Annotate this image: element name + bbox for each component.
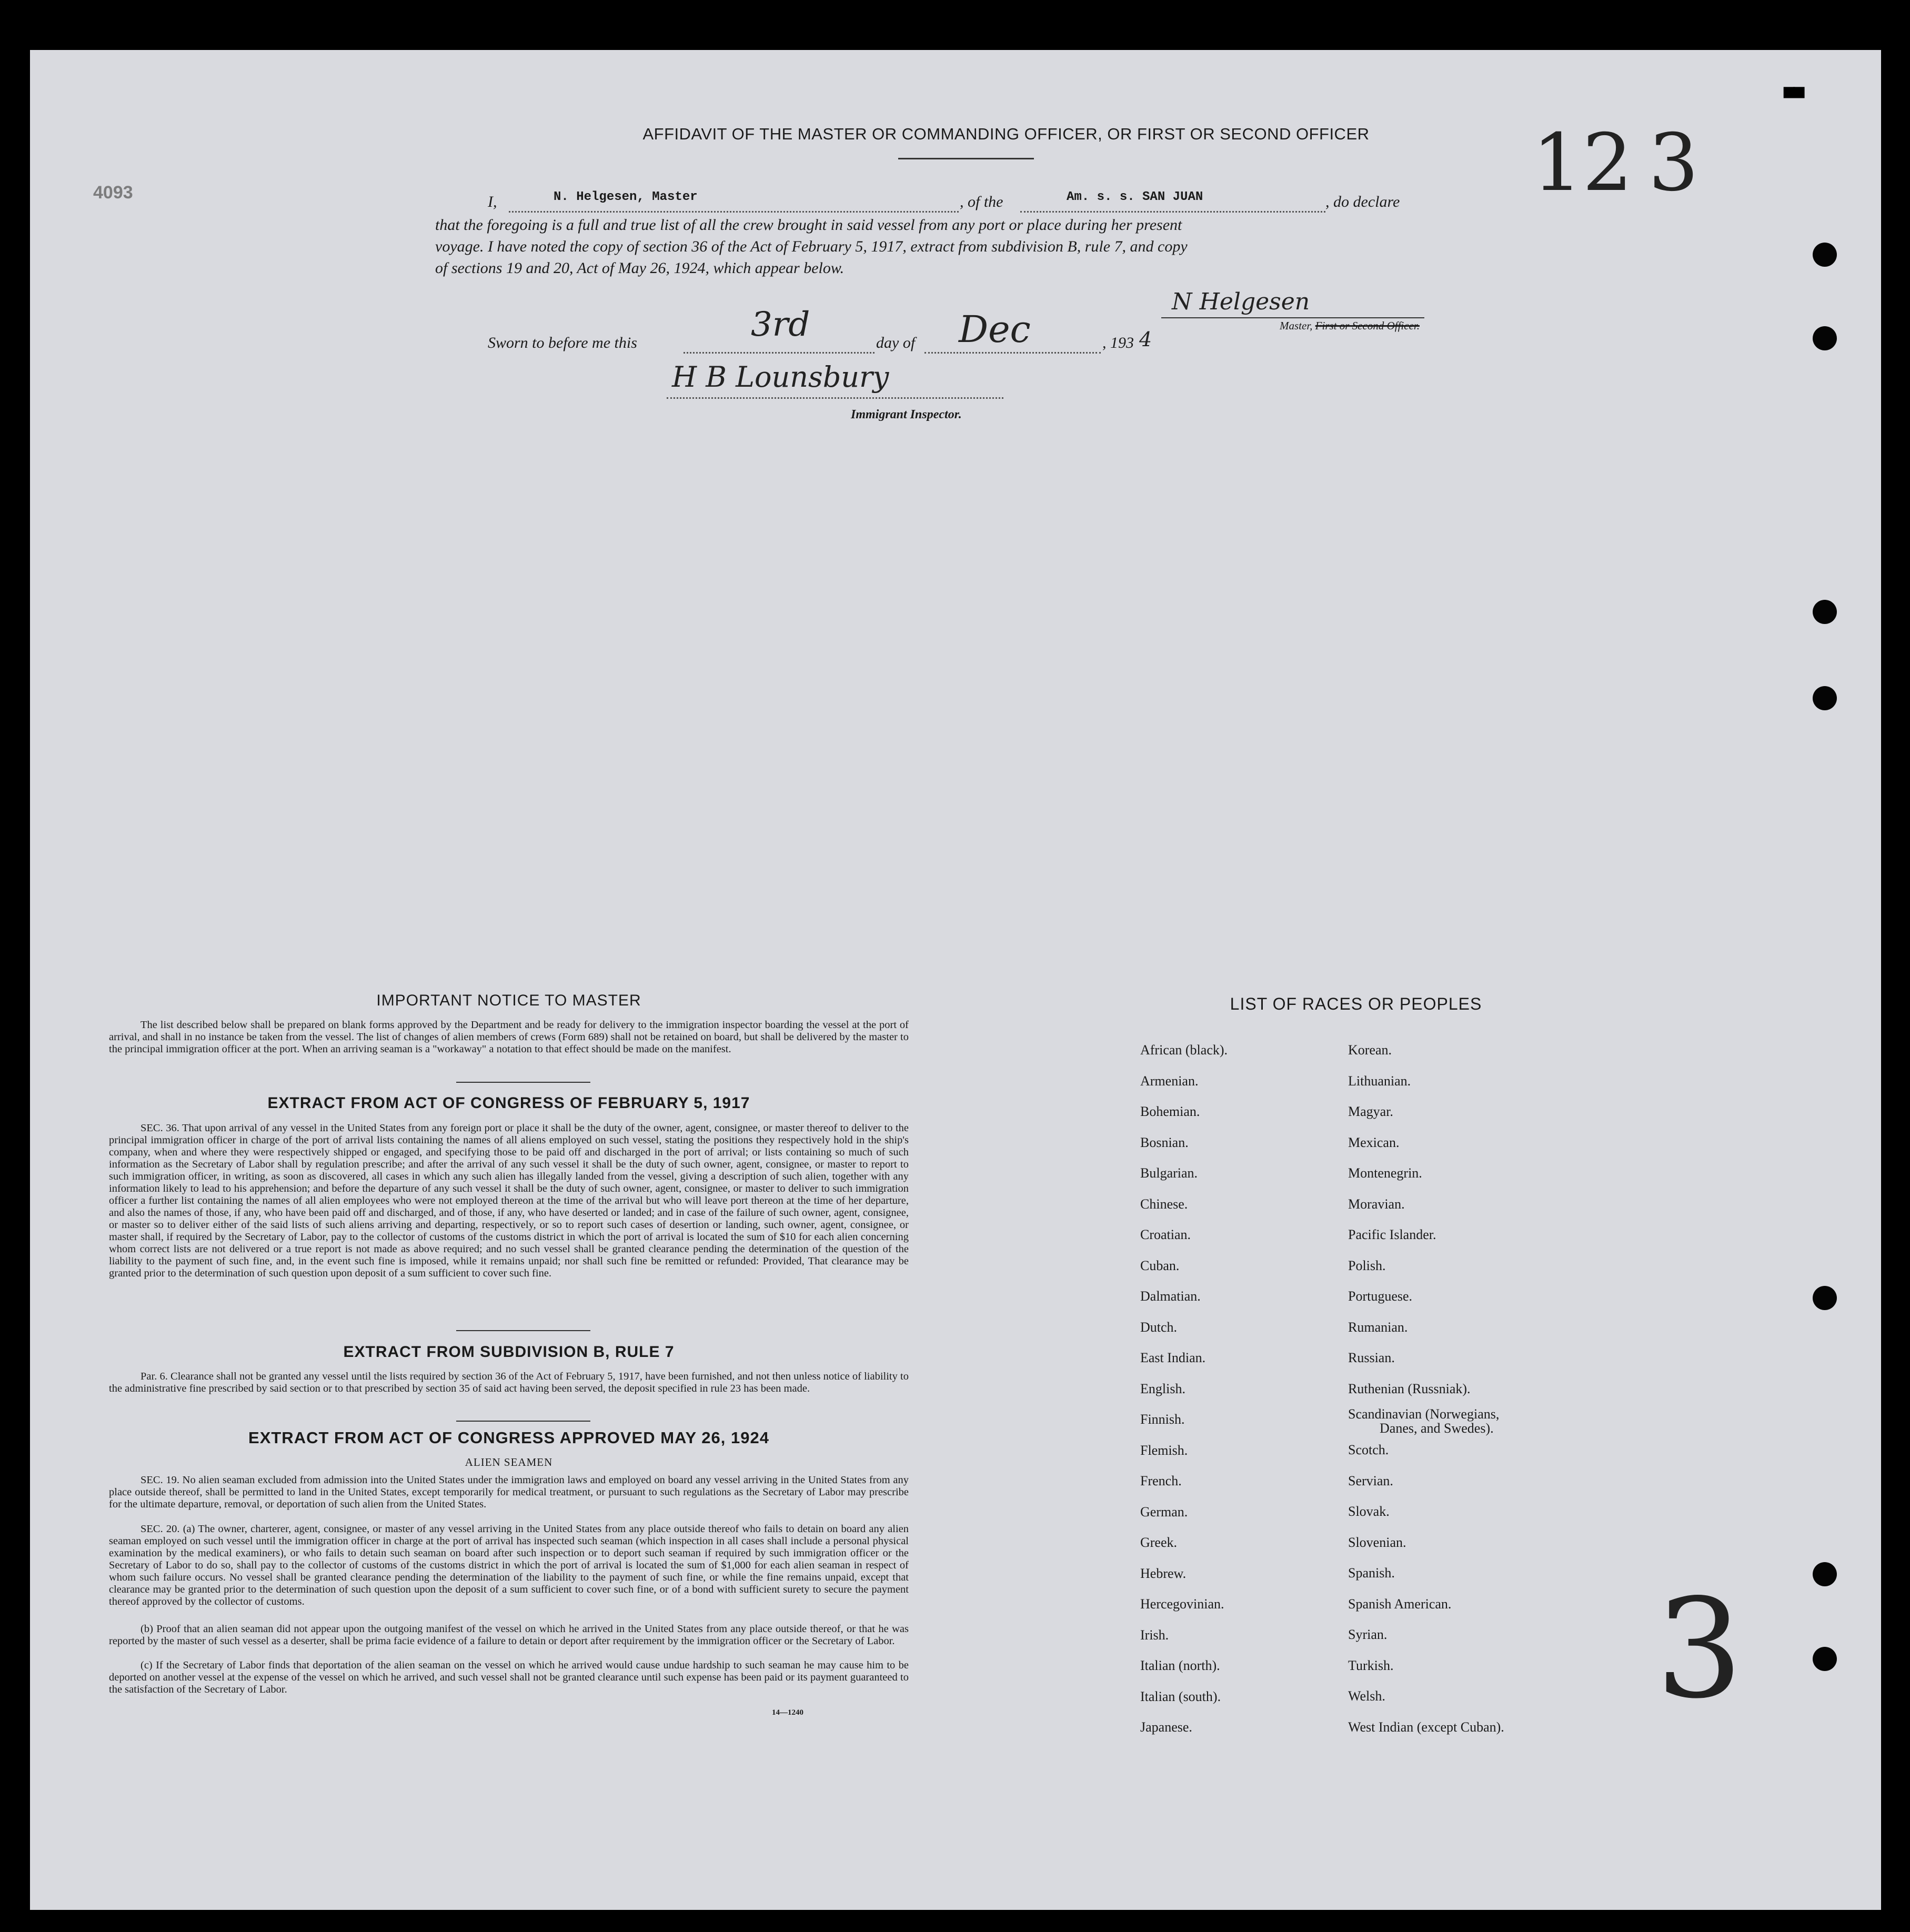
race-item: Magyar.	[1348, 1104, 1393, 1119]
struck-officer-label: First or Second Officer.	[1315, 319, 1420, 332]
race-item: Danes, and Swedes).	[1380, 1421, 1494, 1436]
race-item: Slovenian.	[1348, 1534, 1406, 1550]
extract-rule7-text: Par. 6. Clearance shall not be granted any vessel until the lists required by section 36 of the Act of February 5, 1917, have been furnished, and not then unless notice of liability to the administrative fine prescribed by said section or to that prescribed by section 35 of said act having been served, the deposit specified in rule 23 has been made.	[109, 1371, 909, 1394]
race-item: Slovak.	[1348, 1504, 1390, 1519]
inspector-signature-line	[667, 397, 1003, 399]
race-item: Bosnian.	[1140, 1134, 1189, 1150]
sec20c-text: (c) If the Secretary of Labor finds that deportation of the alien seaman on the vessel on which he arrived would cause undue hardship to such seaman he may cause him to be deported on another vessel at the expense of the vessel on which he arrived, and such vessel shall not be granted clearance until such expense has been paid or its payment guaranteed to the satisfaction of the Secretary of Labor.	[109, 1659, 909, 1695]
declarant-name: N. Helgesen, Master	[554, 190, 698, 204]
race-item: Portuguese.	[1348, 1289, 1413, 1304]
sec20a-text: SEC. 20. (a) The owner, charterer, agent, consignee, or master of any vessel arriving in the United States from any place outside thereof who fails to detain on board any alien seaman employed on such vessel until the immigration officer in charge at the port of arrival has inspected such seaman (which inspection in all cases shall include a personal physical examination by the medical examiners), or who fails to detain such seaman on board after such inspection or to deport such seaman if required by such immigration officer or the Secretary of Labor to do so, shall pay to the collector of customs of the customs district in which the port of arrival is located the sum of $1,000 for each alien seaman in respect of whom such failure occurs. No vessel shall be granted clearance pending the determination of the liability to the payment of such fine, or while the fine remains unpaid, except that clearance may be granted prior to the determination of such question upon the deposit of a sum sufficient to cover such fine, or of a bond with sufficient surety to secure the payment thereof approved by the collector of customs.	[109, 1523, 909, 1607]
race-item: Montenegrin.	[1348, 1165, 1422, 1181]
race-item: Mexican.	[1348, 1134, 1400, 1150]
notice-title: IMPORTANT NOTICE TO MASTER	[376, 992, 641, 1009]
of-the-text: , of the	[960, 193, 1003, 210]
sworn-prefix: Sworn to before me this	[488, 334, 637, 351]
race-item: Cuban.	[1140, 1257, 1180, 1273]
race-item: Dalmatian.	[1140, 1289, 1201, 1304]
races-right-column	[1348, 1035, 1504, 1743]
year-suffix: 4	[1139, 328, 1152, 351]
affidavit-title: AFFIDAVIT OF THE MASTER OR COMMANDING OFFICER, OR FIRST OR SECOND OFFICER	[642, 125, 1370, 143]
race-item: Pacific Islander.	[1348, 1227, 1436, 1242]
pronoun: I,	[488, 193, 497, 210]
extract-1924-subtitle: ALIEN SEAMEN	[465, 1456, 553, 1468]
vessel-name: Am. s. s. SAN JUAN	[1067, 190, 1203, 204]
year-prefix: , 193	[1102, 334, 1134, 351]
race-item: Korean.	[1348, 1042, 1392, 1058]
race-item: Syrian.	[1348, 1627, 1388, 1642]
day-line	[683, 352, 874, 354]
race-item: Scotch.	[1348, 1442, 1389, 1457]
month-line	[924, 352, 1101, 354]
handwritten-sheet-number: 3	[1656, 1570, 1743, 1729]
document-sheet	[30, 50, 1881, 1910]
affidavit-line2: that the foregoing is a full and true list of all the crew brought in said vessel from any port or place during her present	[435, 216, 1182, 234]
punch-hole	[1813, 686, 1837, 710]
race-item: Finnish.	[1140, 1412, 1185, 1427]
punch-hole	[1813, 243, 1837, 267]
section-rule	[456, 1421, 590, 1422]
race-item: English.	[1140, 1381, 1185, 1396]
declarant-line	[509, 211, 959, 213]
extract-1917-text: SEC. 36. That upon arrival of any vessel in the United States from any foreign port or place it shall be the duty of the owner, agent, consignee, or master thereof to deliver to the principal immigration officer in charge of the port of arrival lists containing the names of all aliens employed on such vessel, stating the positions they respectively hold in the ship's company, when and where they were respectively shipped or engaged, and specifying those to be paid off and discharged in the port of arrival; or lists containing so much of such information as the Secretary of Labor shall by regulation prescribe; and after the arrival of any such vessel it shall be the duty of such owner, agent, consignee, or master to report to such immigration officer, in writing, as soon as discovered, all cases in which any such alien has illegally landed from the vessel, giving a description of such alien, together with any information likely to lead to his apprehension; and before the departure of any such vessel it shall be the duty of such owner, agent, consignee, or master to deliver to such immigration officer a further list containing the names of all alien employees who were not employed thereon at the time of the arrival but who will leave port thereon at the time of her departure, and also the names of those, if any, who have been paid off and discharged, and of those, if any, who have deserted or landed; and in case of the failure of such owner, agent, consignee, or master so to deliver either of the said lists of such aliens arriving and departing, respectively, or so to report such cases of desertion or landing, such owner, agent, consignee, or master shall, if required by the Secretary of Labor, pay to the collector of customs of the customs district in which the port of arrival is located the sum of $10 for each alien concerning whom correct lists are not delivered or a true report is not made as above required; and no such vessel shall be granted clearance pending the determination of the question of the liability to the payment of such fine, and, in the event such fine is imposed, while it remains unpaid; nor shall such fine be remitted or refunded: Provided, That clearance may be granted prior to the determination of such question upon deposit of a sum sufficient to cover such fine.	[109, 1122, 909, 1279]
race-item: Croatian.	[1140, 1227, 1191, 1242]
master-label-row	[1280, 319, 1420, 333]
race-item: German.	[1140, 1504, 1188, 1520]
faint-stamp: 4093	[93, 183, 133, 203]
race-item: East Indian.	[1140, 1350, 1206, 1365]
race-item: Spanish American.	[1348, 1596, 1452, 1612]
race-item: Flemish.	[1140, 1442, 1188, 1458]
punch-hole	[1813, 1562, 1837, 1586]
race-item: Hercegovinian.	[1140, 1596, 1224, 1612]
race-item: Hebrew.	[1140, 1565, 1187, 1581]
race-item: Italian (south).	[1140, 1688, 1221, 1704]
race-item: Dutch.	[1140, 1319, 1178, 1335]
affidavit-line4: of sections 19 and 20, Act of May 26, 1924, which appear below.	[435, 259, 845, 277]
punch-hole	[1813, 326, 1837, 350]
extract-1917-title: EXTRACT FROM ACT OF CONGRESS OF FEBRUARY 5, 1917	[267, 1094, 750, 1112]
sworn-day: 3rd	[751, 305, 810, 344]
section-rule	[456, 1082, 590, 1083]
race-item: Greek.	[1140, 1535, 1178, 1550]
race-item: Scandinavian (Norwegians,	[1348, 1406, 1500, 1422]
page-number-part: 3	[1648, 117, 1699, 209]
race-item: Russian.	[1348, 1350, 1395, 1365]
race-item: Italian (north).	[1140, 1658, 1220, 1673]
section-rule	[456, 1330, 590, 1331]
race-item: African (black).	[1140, 1042, 1228, 1058]
races-left-column	[1140, 1035, 1228, 1743]
sec20b-text: (b) Proof that an alien seaman did not appear upon the outgoing manifest of the vessel on which he arrived in the United States from any place outside thereof, or that he was reported by the master of such vessel as a deserter, shall be prima facie evidence of a failure to detain or deport after requirement by the immigration officer or the Secretary of Labor.	[109, 1623, 909, 1647]
race-item: Irish.	[1140, 1627, 1169, 1643]
extract-rule7-title: EXTRACT FROM SUBDIVISION B, RULE 7	[343, 1343, 675, 1361]
affidavit-line1	[488, 190, 1572, 214]
race-item: Armenian.	[1140, 1073, 1199, 1089]
extract-1924-title: EXTRACT FROM ACT OF CONGRESS APPROVED MAY 26, 1924	[248, 1428, 769, 1447]
punch-hole	[1813, 1286, 1837, 1310]
form-number: 14—1240	[772, 1708, 803, 1717]
race-item: Ruthenian (Russniak).	[1348, 1381, 1471, 1396]
race-item: French.	[1140, 1473, 1182, 1488]
race-item: Polish.	[1348, 1257, 1386, 1273]
inspector-signature: H B Lounsbury	[672, 360, 889, 394]
inspector-label: Immigrant Inspector.	[851, 408, 962, 421]
races-title: LIST OF RACES OR PEOPLES	[1230, 994, 1482, 1013]
punch-hole	[1813, 1647, 1837, 1671]
race-item: Moravian.	[1348, 1196, 1405, 1212]
vessel-line	[1020, 211, 1325, 213]
race-item: Rumanian.	[1348, 1319, 1408, 1335]
title-rule	[898, 158, 1034, 159]
day-of-text: day of	[876, 334, 916, 351]
master-signature-line	[1161, 317, 1424, 318]
race-item: Bohemian.	[1140, 1104, 1200, 1119]
affidavit-line3: voyage. I have noted the copy of section 36 of the Act of February 5, 1917, extract from subdivision B, rule 7, and copy	[435, 238, 1188, 255]
race-item: Servian.	[1348, 1473, 1393, 1488]
race-item: Spanish.	[1348, 1565, 1395, 1581]
page-number-part: 12	[1532, 117, 1633, 209]
race-item: Japanese.	[1140, 1719, 1192, 1735]
do-declare-text: , do declare	[1325, 193, 1400, 210]
race-item: Turkish.	[1348, 1657, 1394, 1673]
race-item: Welsh.	[1348, 1688, 1385, 1704]
punch-hole	[1813, 600, 1837, 624]
race-item: Lithuanian.	[1348, 1073, 1411, 1089]
race-item: Chinese.	[1140, 1196, 1188, 1212]
sec19-text: SEC. 19. No alien seaman excluded from admission into the United States under the immigration laws and employed on board any vessel arriving in the United States from any place outside thereof, shall be permitted to land in the United States, except temporarily for medical treatment, or pursuant to such regulations as the Secretary of Labor may prescribe for the ultimate departure, removal, or deportation of such alien from the United States.	[109, 1474, 909, 1510]
race-item: West Indian (except Cuban).	[1348, 1719, 1504, 1735]
handwritten-page-number	[1532, 117, 1699, 209]
master-signature: N Helgesen	[1172, 288, 1310, 315]
notice-text: The list described below shall be prepared on blank forms approved by the Department and be ready for delivery to the immigration inspector boarding the vessel at the port of arrival, and shall in no instance be taken from the vessel. The list of changes of alien members of crews (Form 689) shall not be retained on board, but shall be delivered by the master to the principal immigration officer at the port. When an arriving seaman is a "workaway" a notation to that effect should be made on the manifest.	[109, 1019, 909, 1055]
corner-mark: ■■	[1782, 79, 1802, 105]
sworn-month: Dec	[959, 308, 1031, 351]
master-label: Master,	[1280, 319, 1313, 332]
race-item: Bulgarian.	[1140, 1165, 1198, 1181]
